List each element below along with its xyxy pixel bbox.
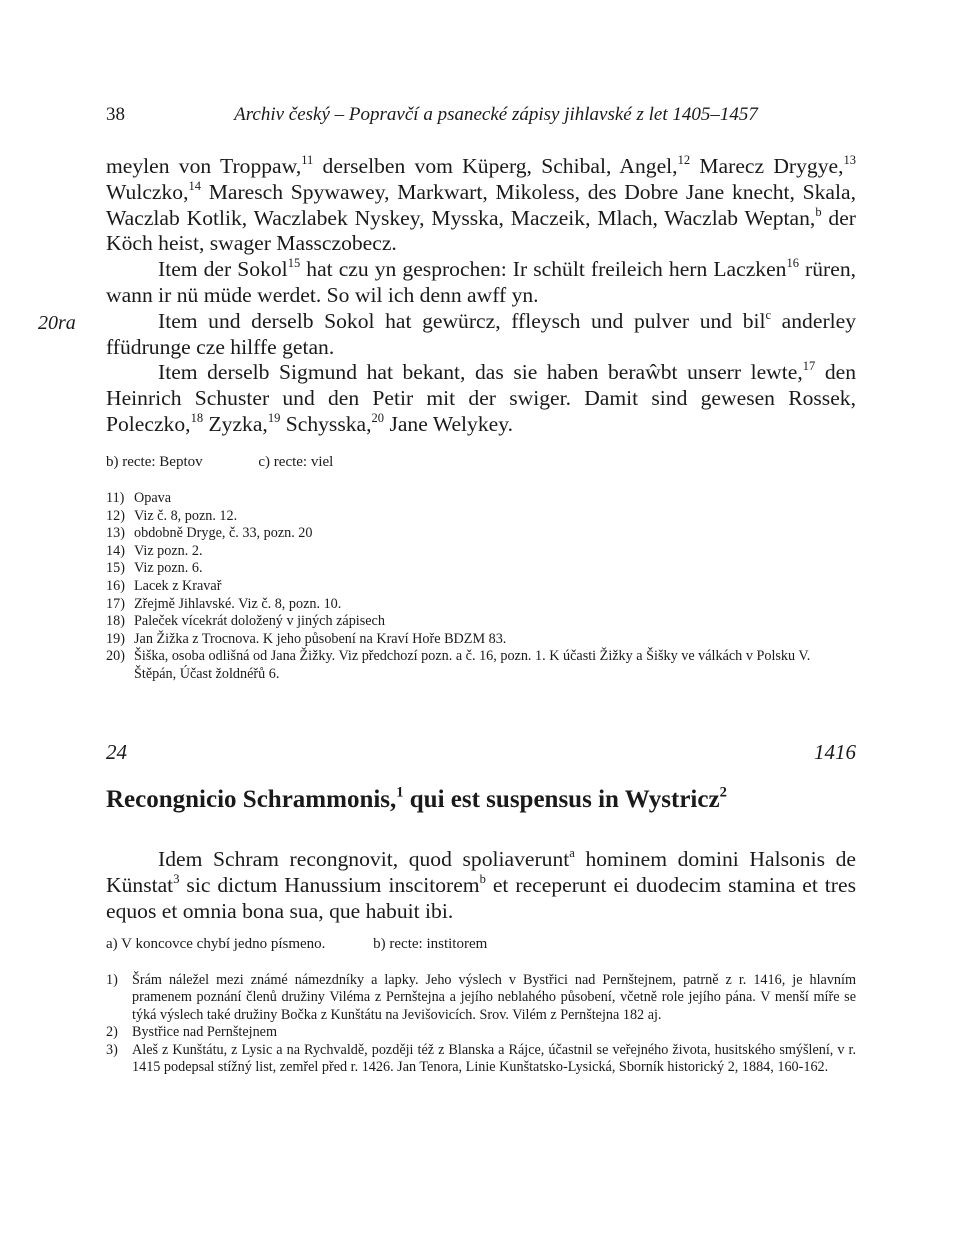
text-span: meylen von Troppaw, (106, 154, 302, 178)
footnote (106, 1024, 856, 1041)
paragraph-sokol-2 (106, 309, 856, 361)
footnote (106, 613, 856, 631)
entry-text (106, 846, 856, 924)
entry-title (106, 786, 866, 814)
text-span: qui est suspensus in Wystricz (403, 786, 720, 813)
footnote-number: 19) (106, 630, 125, 647)
footnote-ref: b (815, 204, 822, 219)
footnote-number: 18) (106, 613, 125, 630)
footnote (106, 490, 856, 508)
footnote-text: Šrám náležel mezi známé námezdníky a lapky. Jeho výslech v Bystřici nad Pernštejnem, patrně z r. 1416, je hlavním pramenem poznání členů družiny Viléma z Pernštejna a jejího neblahého působení, včetně role jejího pána. V menší míře se týká výslech také družiny Bočka z Kunštátu na Jevišovicích. Srov. Vilém z Pernštejna 182 aj. (132, 972, 856, 1023)
main-text (106, 154, 856, 438)
footnote-ref: 16 (786, 256, 799, 271)
letter-note: a) V koncovce chybí jedno písmeno. (106, 936, 326, 952)
footnote (106, 596, 856, 614)
footnote (106, 972, 856, 1024)
footnote (106, 631, 856, 649)
text-span: Item der Sokol (158, 257, 288, 282)
footnote-number: 12) (106, 507, 125, 524)
letter-notes (106, 454, 385, 471)
running-title: Archiv český – Popravčí a psanecké zápisy jihlavské z let 1405–1457 (234, 104, 758, 125)
footnote-text: obdobně Dryge, č. 33, pozn. 20 (134, 525, 313, 542)
entry-numbered-notes (106, 972, 856, 1076)
footnote (106, 525, 856, 543)
footnote-ref: 13 (843, 152, 857, 167)
footnote (106, 578, 856, 596)
entry-number: 24 (106, 740, 127, 764)
text-span: Item derselb Sigmund hat bekant, das sie haben beraŵbt unserr lewte, (158, 360, 803, 385)
footnote-text: Aleš z Kunštátu, z Lysic a na Rychvaldě, později též z Blanska a Rájce, účastnil se veřejného života, husitského smýšlení, v r. 1415 podepsal stížný list, zemřel před r. 1426. Jan Tenora, Linie Kunštatsko-Lysická, Sborník historický 2, 1884, 160-162. (132, 1041, 856, 1076)
footnote-number: 15) (106, 560, 125, 577)
text-span: rüren, wann ir nü müde werdet. So wil ich denn awff yn. (106, 257, 857, 307)
folio-margin-note: 20ra (38, 312, 76, 334)
footnote (106, 648, 856, 683)
text-span: sic dictum Hanussium inscitorem (179, 873, 480, 897)
text-span: Zyzka, (203, 411, 268, 436)
text-span: hat czu yn gesprochen: Ir schült freileich hern Laczken (300, 257, 787, 282)
footnote-number: 3) (106, 1041, 118, 1058)
entry-header (106, 740, 856, 768)
text-span: derselben vom Küperg, Schibal, Angel, (313, 154, 678, 178)
paragraph-continuation (106, 154, 856, 257)
letter-note: b) recte: institorem (373, 936, 488, 952)
footnote-ref: b (479, 871, 486, 886)
footnote-number: 14) (106, 542, 125, 559)
footnote-ref: 17 (802, 359, 816, 374)
text-span: der Köch heist, swager Massczobecz. (106, 205, 856, 256)
footnote (106, 543, 856, 561)
text-span: hominem domini Halsonis de Künstat (106, 847, 856, 897)
entry-letter-notes (106, 936, 531, 953)
text-span: et receperunt ei duodecim stamina et tres equos et omnia bona sua, que habuit ibi. (106, 873, 856, 923)
text-span: Jane Welykey. (384, 411, 514, 436)
page-number: 38 (106, 104, 125, 125)
footnote-text: Opava (134, 490, 172, 506)
running-header (106, 104, 856, 130)
footnote-ref: 19 (267, 410, 281, 425)
footnote-text: Bystřice nad Pernštejnem (132, 1024, 277, 1041)
footnote-number: 13) (106, 525, 125, 542)
footnote (106, 560, 856, 578)
letter-note: b) recte: Beptov (106, 454, 203, 470)
footnote-ref: 20 (371, 410, 385, 425)
footnote (106, 1042, 856, 1077)
footnote-ref: 15 (287, 256, 301, 271)
footnote-number: 2) (106, 1024, 118, 1041)
letter-note: c) recte: viel (258, 454, 334, 470)
footnote-text: Viz pozn. 2. (134, 542, 203, 559)
footnote-text: Viz č. 8, pozn. 12. (134, 507, 238, 524)
footnote-text: Jan Žižka z Trocnova. K jeho působení na Kraví Hoře BDZM 83. (134, 630, 507, 647)
footnote-ref: 3 (173, 871, 180, 886)
entry-year: 1416 (814, 740, 856, 764)
paragraph-sigmund (106, 360, 856, 437)
footnote-number: 16) (106, 577, 125, 594)
footnote-text: Viz pozn. 6. (134, 560, 203, 577)
footnote-number: 20) (106, 648, 125, 665)
footnote-ref: 2 (719, 784, 727, 801)
text-span: Recongnicio Schrammonis, (106, 786, 397, 813)
numbered-notes (106, 490, 856, 684)
text-span: Marecz Drygye, (690, 154, 844, 178)
text-span: Idem Schram recongnovit, quod spoliaverunt (158, 847, 570, 871)
text-span: den Heinrich Schuster und den Petir mit der swiger. Damit sind gewesen Rossek, Poleczko, (106, 360, 856, 436)
footnote-ref: c (765, 307, 772, 322)
footnote-ref: 14 (188, 178, 201, 193)
footnote-ref: a (569, 845, 575, 860)
text-span: Wulczko, (106, 179, 189, 204)
text-span: Maresch Spywawey, Markwart, Mikoless, des Dobre Jane knecht, Skala, Waczlab Kotlik, Waczlabek Nyskey, Mysska, Maczeik, Mlach, Waczlab Weptan, (106, 179, 856, 230)
footnote-text: Šiška, osoba odlišná od Jana Žižky. Viz předchozí pozn. a č. 16, pozn. 1. K účasti Žižky a Šišky ve válkách v Polsku V. Štěpán, Účast žoldnéřů 6. (134, 648, 811, 682)
text-span: Item und derselb Sokol hat gewürcz, ffleysch und pulver und bil (158, 308, 766, 333)
footnote-number: 1) (106, 972, 118, 988)
footnote-text: Zřejmě Jihlavské. Viz č. 8, pozn. 10. (134, 595, 342, 612)
footnote-number: 11) (106, 490, 125, 506)
footnote-ref: 11 (301, 152, 314, 167)
footnote (106, 508, 856, 526)
paragraph-sokol (106, 257, 856, 309)
footnote-ref: 18 (190, 410, 204, 425)
footnote-text: Lacek z Kravař (134, 577, 222, 594)
footnote-number: 17) (106, 595, 125, 612)
footnote-ref: 12 (677, 152, 691, 167)
text-span: Schysska, (280, 411, 372, 436)
footnote-ref: 1 (396, 784, 404, 801)
footnote-text: Paleček vícekrát doložený v jiných zápisech (134, 613, 385, 630)
text-span: anderley ffüdrunge cze hilffe getan. (106, 308, 857, 359)
